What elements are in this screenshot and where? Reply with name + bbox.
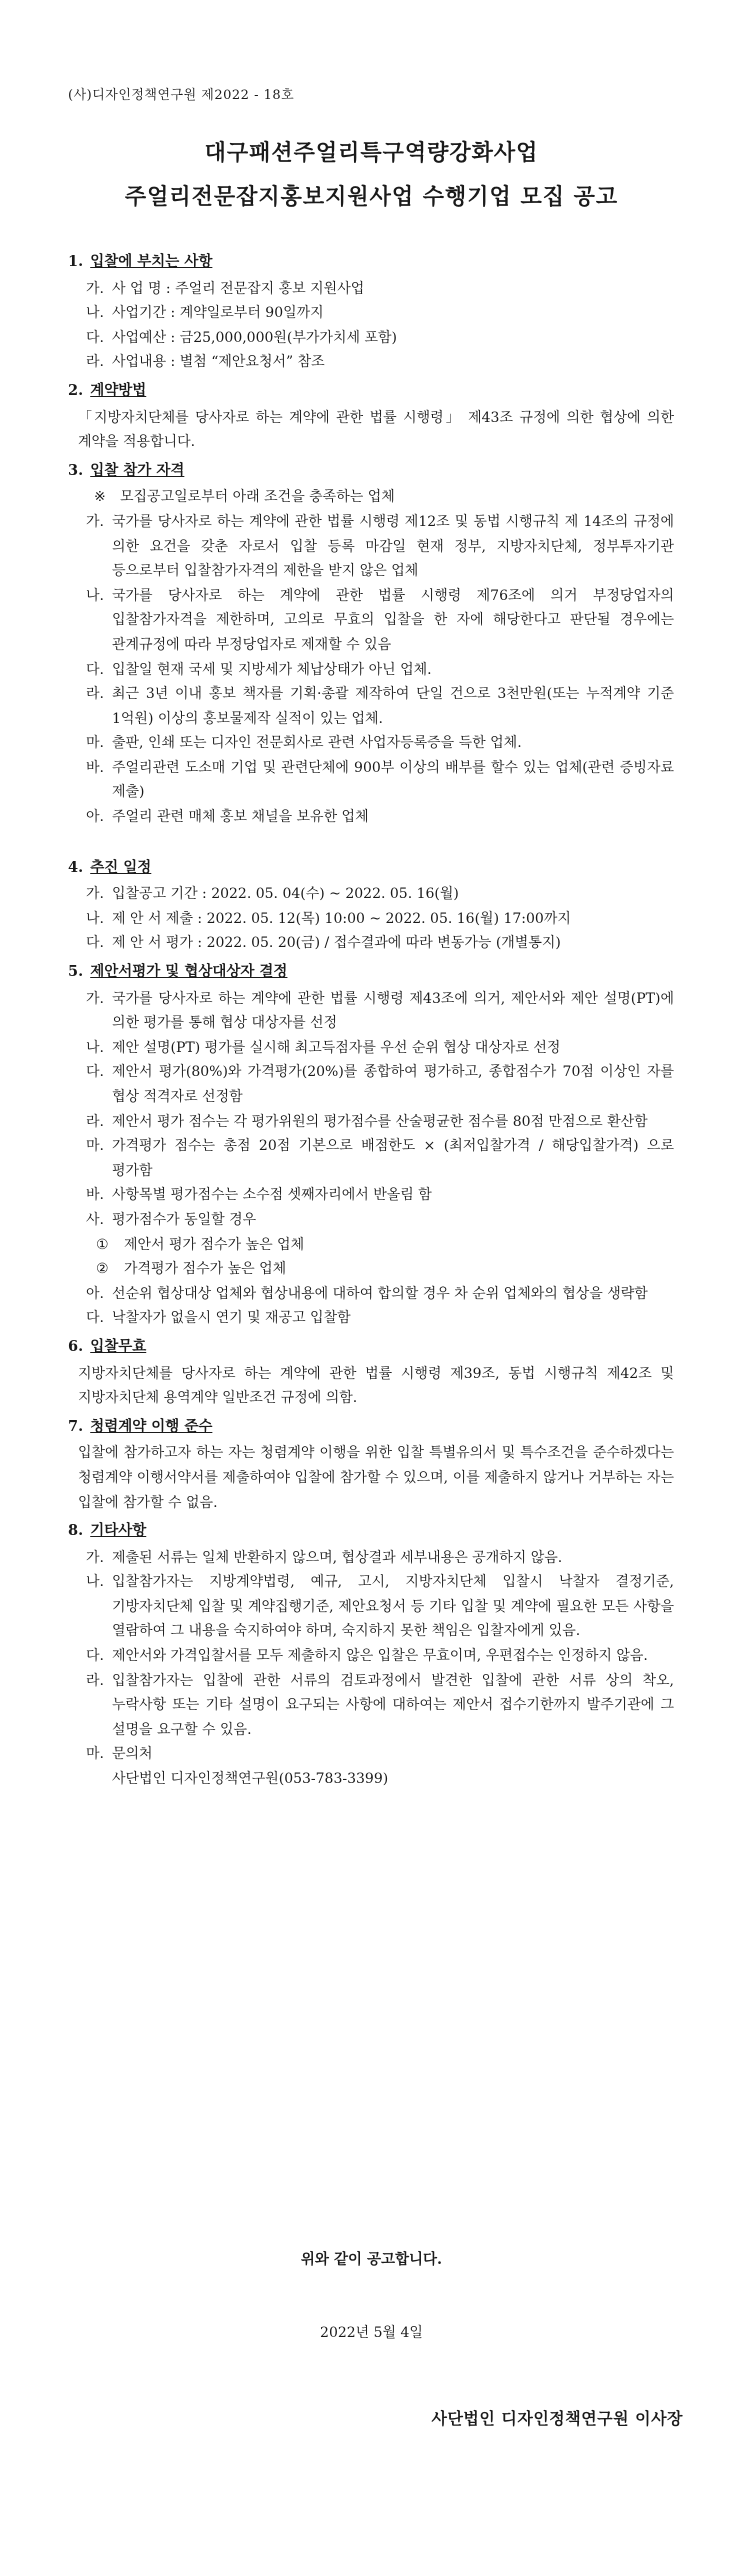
section-title: 입찰 참가 자격: [90, 461, 185, 479]
item-marker: 다.: [86, 935, 104, 952]
section-number: 4.: [68, 858, 84, 876]
note-text: 모집공고일로부터 아래 조건을 충족하는 업체: [120, 489, 395, 506]
section-title: 추진 일정: [90, 858, 152, 876]
item-text: 제안서 평가(80%)와 가격평가(20%)를 종합하여 평가하고, 종합점수가 70점 이상인 자를 협상 적격자로 선정함: [112, 1064, 674, 1105]
item-marker: 바.: [86, 759, 104, 776]
item-marker: 가.: [86, 280, 104, 297]
section-title: 입찰에 부치는 사항: [90, 253, 213, 270]
list-item: [96, 1257, 674, 1282]
list-item: [86, 682, 674, 731]
section-title: 기타사항: [90, 1522, 147, 1540]
section-4-heading: [68, 856, 674, 881]
item-text: 평가점수가 동일할 경우: [112, 1211, 257, 1228]
page-title-main: 대구패션주얼리특구역량강화사업: [204, 140, 539, 166]
item-marker: 라.: [86, 354, 104, 371]
notice-body: [64, 246, 674, 1792]
section-title: 계약방법: [90, 381, 147, 399]
item-text: 사업예산 : 금25,000,000원(부가가치세 포함): [112, 329, 397, 346]
list-item: [86, 882, 674, 907]
item-marker: 라.: [86, 1113, 104, 1130]
item-marker: 가.: [86, 990, 104, 1007]
item-marker: 아.: [86, 1285, 104, 1302]
item-marker: 라.: [86, 686, 104, 703]
item-marker: 가.: [86, 513, 104, 530]
list-item: [86, 1570, 674, 1644]
item-text: 입찰공고 기간 : 2022. 05. 04(수) ~ 2022. 05. 16(월): [112, 886, 459, 903]
list-item: [86, 1060, 674, 1109]
item-marker: ①: [96, 1236, 109, 1253]
item-marker: 나.: [86, 1039, 104, 1056]
list-item: [96, 1233, 674, 1258]
item-text: 입찰일 현재 국세 및 지방세가 체납상태가 아닌 업체.: [112, 661, 432, 678]
item-text: 가격평가 점수가 높은 업체: [124, 1261, 287, 1278]
list-item: [86, 658, 674, 683]
list-item: [86, 277, 674, 302]
section-8-heading: [68, 1519, 674, 1544]
item-text: 제 안 서 제출 : 2022. 05. 12(목) 10:00 ~ 2022. 05. 16(월) 17:00까지: [112, 910, 571, 927]
section-7-text: 입찰에 참가하고자 하는 자는 청렴계약 이행을 위한 입찰 특별유의서 및 특수조건을 준수하겠다는 청렴계약 이행서약서를 제출하여야 입찰에 참가할 수 있으며, 이를 제출하지 않거나 거부하는 자는 입찰에 참가할 수 없음.: [78, 1445, 674, 1511]
item-marker: 라.: [86, 1672, 104, 1689]
list-item: [86, 931, 674, 956]
list-item: [86, 510, 674, 584]
section-5-heading: [68, 960, 674, 985]
section-number: 3.: [68, 461, 84, 479]
item-text: 입찰참가자는 입찰에 관한 서류의 검토과정에서 발견한 입찰에 관한 서류 상의 착오, 누락사항 또는 기타 설명이 요구되는 사항에 대하여는 제안서 접수기한까지 발주기관에 그 설명을 요구할 수 있음.: [112, 1672, 674, 1738]
section-number: 7.: [68, 1417, 84, 1435]
item-text: 주얼리관련 도소매 기업 및 관련단체에 900부 이상의 배부를 할수 있는 업체(관련 증빙자료 제출): [112, 759, 674, 801]
item-marker: 다.: [86, 661, 104, 678]
list-item: [86, 1669, 674, 1743]
section-2-heading: [68, 379, 674, 404]
list-item: [86, 1546, 674, 1571]
issuer-name: 사단법인 디자인정책연구원 이사장: [431, 2409, 683, 2428]
item-marker: 나.: [86, 305, 104, 322]
list-item: [86, 326, 674, 351]
item-text: 제안서와 가격입찰서를 모두 제출하지 않은 입찰은 무효이며, 우편접수는 인정하지 않음.: [112, 1648, 648, 1665]
item-marker: 다.: [86, 1310, 104, 1327]
list-item: [86, 1134, 674, 1183]
item-text: 사업기간 : 계약일로부터 90일까지: [112, 305, 324, 322]
list-item: [86, 1742, 674, 1767]
item-marker: 마.: [86, 735, 104, 752]
section-number: 6.: [68, 1337, 84, 1355]
section-3-note: [94, 485, 674, 510]
item-text: 제안서 평가 점수가 높은 업체: [124, 1236, 305, 1253]
list-item: [86, 1306, 674, 1331]
item-text: 출판, 인쇄 또는 디자인 전문회사로 관련 사업자등록증을 득한 업체.: [112, 735, 522, 752]
item-marker: 사.: [86, 1211, 104, 1228]
list-item: [86, 907, 674, 932]
item-text: 제안 설명(PT) 평가를 실시해 최고득점자를 우선 순위 협상 대상자로 선정: [112, 1039, 561, 1056]
item-text: 최근 3년 이내 홍보 책자를 기획·총괄 제작하여 단일 건으로 3천만원(또는 누적계약 기준 1억원) 이상의 홍보물제작 실적이 있는 업체.: [112, 686, 674, 727]
item-marker: 마.: [86, 1746, 104, 1763]
page-title-sub: 주얼리전문잡지홍보지원사업 수행기업 모집 공고: [124, 184, 619, 210]
item-marker: 가.: [86, 886, 104, 903]
item-marker: 나.: [86, 910, 104, 927]
item-text: 제출된 서류는 일체 반환하지 않으며, 협상결과 세부내용은 공개하지 않음.: [112, 1549, 563, 1566]
section-number: 5.: [68, 963, 84, 981]
note-mark: ※: [94, 489, 106, 506]
item-marker: 가.: [86, 1549, 104, 1566]
item-marker: 마.: [86, 1138, 104, 1155]
list-item: [86, 1183, 674, 1208]
item-text: 사항목별 평가점수는 소수점 셋째자리에서 반올림 함: [112, 1187, 432, 1204]
item-text: 선순위 협상대상 업체와 협상내용에 대하여 합의할 경우 차 순위 업체와의 협상을 생략함: [112, 1285, 648, 1302]
section-title: 제안서평가 및 협상대상자 결정: [90, 963, 288, 981]
list-item: [86, 987, 674, 1036]
list-item: [86, 731, 674, 756]
list-item: [86, 1208, 674, 1233]
item-text: 문의처: [112, 1746, 153, 1763]
item-text: 제 안 서 평가 : 2022. 05. 20(금) / 접수결과에 따라 변동가능 (개별통지): [112, 935, 561, 952]
list-item: [86, 1036, 674, 1061]
item-text: 국가를 당사자로 하는 계약에 관한 법률 시행령 제43조에 의거, 제안서와 제안 설명(PT)에 의한 평가를 통해 협상 대상자를 선정: [112, 990, 674, 1032]
list-item: [86, 350, 674, 375]
item-marker: 다.: [86, 1648, 104, 1665]
closing-statement: 위와 같이 공고합니다.: [300, 2251, 443, 2268]
list-item: [86, 756, 674, 805]
notice-date: 2022년 5월 4일: [320, 2325, 423, 2341]
section-2-text: 「지방자치단체를 당사자로 하는 계약에 관한 법률 시행령」 제43조 규정에 의한 협상에 의한 계약을 적용합니다.: [78, 409, 674, 451]
section-1-heading: [68, 250, 674, 275]
item-marker: ②: [96, 1261, 109, 1278]
list-item: [86, 584, 674, 658]
list-item: [86, 805, 674, 830]
item-text: 사 업 명 : 주얼리 전문잡지 홍보 지원사업: [112, 280, 365, 297]
item-text: 가격평가 점수는 총점 20점 기본으로 배점한도 × (최저입찰가격 / 해당입찰가격) 으로 평가함: [112, 1138, 674, 1179]
section-6-heading: [68, 1335, 674, 1360]
item-text: 낙찰자가 없을시 연기 및 재공고 입찰함: [112, 1310, 351, 1327]
section-number: 2.: [68, 381, 84, 399]
section-number: 1.: [68, 253, 84, 270]
item-text: 주얼리 관련 매체 홍보 채널을 보유한 업체: [112, 809, 369, 826]
section-6-text: 지방자치단체를 당사자로 하는 계약에 관한 법률 시행령 제39조, 동법 시행규칙 제42조 및 지방자치단체 용역계약 일반조건 규정에 의함.: [78, 1365, 674, 1407]
section-title: 입찰무효: [90, 1337, 147, 1355]
contact-info: 사단법인 디자인정책연구원(053-783-3399): [112, 1771, 389, 1788]
item-marker: 아.: [86, 809, 104, 826]
item-text: 제안서 평가 점수는 각 평가위원의 평가점수를 산술평균한 점수를 80점 만점으로 환산함: [112, 1113, 648, 1130]
list-item: [86, 1644, 674, 1669]
section-3-heading: [68, 459, 674, 484]
list-item: [86, 301, 674, 326]
item-text: 국가를 당사자로 하는 계약에 관한 법률 시행령 제76조에 의거 부정당업자의 입찰참가자격을 제한하며, 고의로 무효의 입찰을 한 자에 해당한다고 판단될 경우에는 관계규정에 따라 부정당업자로 제재할 수 있음: [112, 587, 674, 653]
item-text: 국가를 당사자로 하는 계약에 관한 법률 시행령 제12조 및 동법 시행규칙 제 14조의 규정에 의한 요건을 갖춘 자로서 입찰 등록 마감일 현재 정부, 지방자치단체, 정부투자기관 등으로부터 입찰참가자격의 제한을 받지 않은 업체: [112, 513, 674, 580]
item-text: 사업내용 : 별첨 “제안요청서” 참조: [112, 354, 325, 371]
section-title: 청렴계약 이행 준수: [90, 1417, 213, 1435]
section-number: 8.: [68, 1522, 84, 1540]
section-7-heading: [68, 1415, 674, 1440]
item-marker: 바.: [86, 1187, 104, 1204]
item-marker: 다.: [86, 329, 104, 346]
list-item: [86, 1110, 674, 1135]
item-text: 입찰참가자는 지방계약법령, 예규, 고시, 지방자치단체 입찰시 낙찰자 결정기준, 기방자치단체 입찰 및 계약집행기준, 제안요청서 등 기타 입찰 및 계약에 필요한 모든 사항을 열람하여 그 내용을 숙지하여야 하며, 숙지하지 못한 책임은 입찰자에게 있음.: [112, 1574, 674, 1640]
list-item: [86, 1282, 674, 1307]
item-marker: 나.: [86, 1574, 104, 1591]
document-number: (사)디자인정책연구원 제2022 - 18호: [68, 88, 295, 103]
item-marker: 나.: [86, 587, 104, 604]
item-marker: 다.: [86, 1064, 104, 1081]
